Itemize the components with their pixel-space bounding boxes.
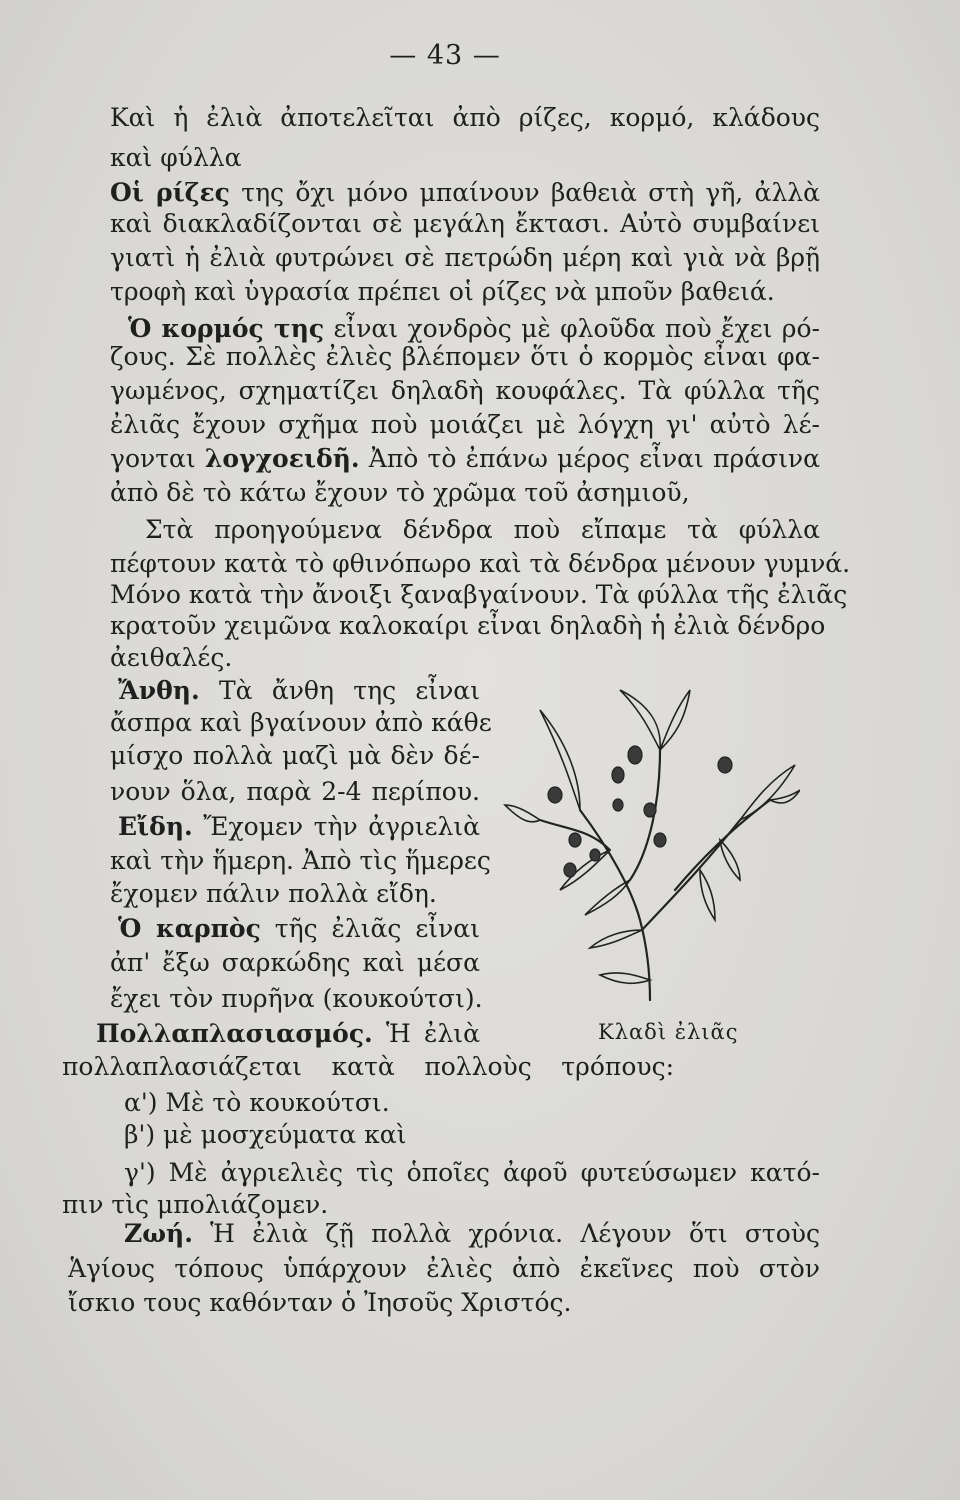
text-line: νουν ὅλα, παρὰ 2-4 περίπου. [110, 777, 480, 806]
text-line: Ἁγίους τόπους ὑπάρχουν ἐλιὲς ἀπὸ ἐκεῖνες ποὺ στὸν [68, 1254, 820, 1283]
text-line: κρατοῦν χειμῶνα καλοκαίρι εἶναι δηλαδὴ ἡ ἐλιὰ δένδρο [110, 611, 826, 640]
section-heading-varieties: Εἴδη. [118, 812, 193, 841]
text-line: ἄσπρα καὶ βγαίνουν ἀπὸ κάθε [110, 708, 492, 737]
text-span: τῆς ἐλιᾶς εἶναι [274, 914, 480, 943]
text-line: γιατὶ ἡ ἐλιὰ φυτρώνει σὲ πετρώδη μέρη καὶ γιὰ νὰ βρῇ [110, 243, 820, 272]
text-line: τροφὴ καὶ ὑγρασία πρέπει οἱ ρίζες νὰ μποῦν βαθειά. [110, 277, 775, 306]
text-span: Ἡ ἐλιὰ ζῇ πολλὰ χρόνια. Λέγουν ὅτι στοὺς [210, 1219, 820, 1248]
leaf [505, 805, 540, 822]
term-lanceolate: λογχοειδῆ. [204, 444, 360, 473]
text-line: καὶ τὴν ἥμερη. Ἀπὸ τὶς ἥμερες [110, 846, 491, 875]
leaf [700, 870, 715, 920]
text-span: εἶναι χονδρὸς μὲ φλοῦδα ποὺ ἔχει ρό- [333, 314, 820, 343]
text-line: πιν τὶς μπολιάζομεν. [62, 1190, 329, 1219]
section-heading-trunk: Ὁ κορμός της [128, 314, 325, 343]
olive [644, 803, 656, 817]
text-line [118, 676, 480, 706]
leaf [590, 930, 642, 948]
branch-stem [675, 800, 770, 890]
text-span: Ἡ ἐλιὰ [386, 1019, 480, 1048]
text-line: πέφτουν κατὰ τὸ φθινόπωρο καὶ τὰ δένδρα μένουν γυμνά. [110, 549, 851, 578]
leaf [740, 765, 795, 820]
section-heading-flowers: Ἄνθη. [118, 676, 200, 705]
text-line [124, 1219, 820, 1249]
section-heading-propagation: Πολλαπλασιασμός. [96, 1019, 373, 1048]
branch-stem [580, 810, 650, 1000]
text-line: ἀπὸ δὲ τὸ κάτω ἔχουν τὸ χρῶμα τοῦ ἀσημιοῦ, [110, 478, 690, 507]
olive [654, 833, 666, 847]
text-line: καὶ διακλαδίζονται σὲ μεγάλη ἔκτασι. Αὐτὸ συμβαίνει [110, 209, 820, 238]
text-line [128, 314, 820, 344]
text-line: β') μὲ μοσχεύματα καὶ [124, 1120, 407, 1149]
olive [548, 787, 562, 803]
section-heading-fruit: Ὁ καρπὸς [118, 914, 261, 943]
olive [569, 833, 581, 847]
section-heading-life: Ζωή. [124, 1219, 193, 1248]
text-span: της ὄχι μόνο μπαίνουν βαθειὰ στὴ γῆ, ἀλλὰ [241, 178, 821, 207]
leaf [585, 880, 630, 915]
page-number: — 43 — [389, 40, 501, 71]
text-span: Ἔχομεν τὴν ἀγριελιὰ [203, 812, 480, 841]
text-line: ἐλιᾶς ἔχουν σχῆμα ποὺ μοιάζει μὲ λόγχη γι' αὐτὸ λέ- [110, 410, 820, 439]
text-line: Μόνο κατὰ τὴν ἄνοιξι ξαναβγαίνουν. Τὰ φύλλα τῆς ἐλιᾶς [110, 580, 848, 609]
text-line: πολλαπλασιάζεται κατὰ πολλοὺς τρόπους: [62, 1052, 674, 1081]
text-span: Τὰ ἄνθη της εἶναι [219, 676, 480, 705]
leaf [600, 973, 650, 983]
olive [718, 757, 732, 773]
olive [590, 849, 600, 861]
text-line: ἀειθαλές. [110, 643, 233, 672]
text-line: μίσχο πολλὰ μαζὶ μὰ δὲν δέ- [110, 741, 480, 770]
olive [628, 746, 642, 764]
olive [564, 863, 576, 877]
olive [613, 799, 623, 811]
text-line: ἴσκιο τους καθόνταν ὁ Ἰησοῦς Χριστός. [68, 1288, 572, 1317]
text-line: ἀπ' ἔξω σαρκώδης καὶ μέσα [110, 948, 480, 977]
text-line [110, 444, 820, 474]
text-line: γ') Μὲ ἀγριελιὲς τὶς ὁποῖες ἀφοῦ φυτεύσωμεν κατό- [124, 1158, 820, 1187]
text-line [96, 1019, 480, 1049]
section-heading-roots: Οἱ ρίζες [110, 178, 230, 207]
text-line: Καὶ ἡ ἐλιὰ ἀποτελεῖται ἀπὸ ρίζες, κορμό, κλάδους [110, 103, 820, 132]
text-line: καὶ φύλλα [110, 143, 242, 172]
branch-stem [630, 750, 660, 880]
olive-branch-icon [500, 680, 800, 1020]
olive [612, 767, 624, 783]
text-line [118, 914, 480, 944]
text-line: ζους. Σὲ πολλὲς ἐλιὲς βλέπομεν ὅτι ὁ κορμὸς εἶναι φα- [110, 342, 820, 371]
leaf [660, 690, 690, 750]
text-line: ἔχομεν πάλιν πολλὰ εἴδη. [110, 879, 437, 908]
text-line: ἔχει τὸν πυρῆνα (κουκούτσι). [110, 984, 483, 1013]
leaf [770, 790, 800, 803]
text-line [118, 812, 480, 842]
text-line: γωμένος, σχηματίζει δηλαδὴ κουφάλες. Τὰ φύλλα τῆς [110, 376, 820, 405]
text-line: α') Μὲ τὸ κουκούτσι. [124, 1088, 390, 1117]
text-span: γονται [110, 444, 196, 473]
leaf [620, 690, 660, 750]
text-line: Στὰ προηγούμενα δένδρα ποὺ εἴπαμε τὰ φύλλα [145, 515, 820, 544]
leaf [720, 840, 740, 880]
text-span: Ἀπὸ τὸ ἐπάνω μέρος εἶναι πράσινα [368, 444, 820, 473]
figure-caption: Κλαδὶ ἐλιᾶς [598, 1020, 739, 1044]
text-line [110, 178, 820, 208]
